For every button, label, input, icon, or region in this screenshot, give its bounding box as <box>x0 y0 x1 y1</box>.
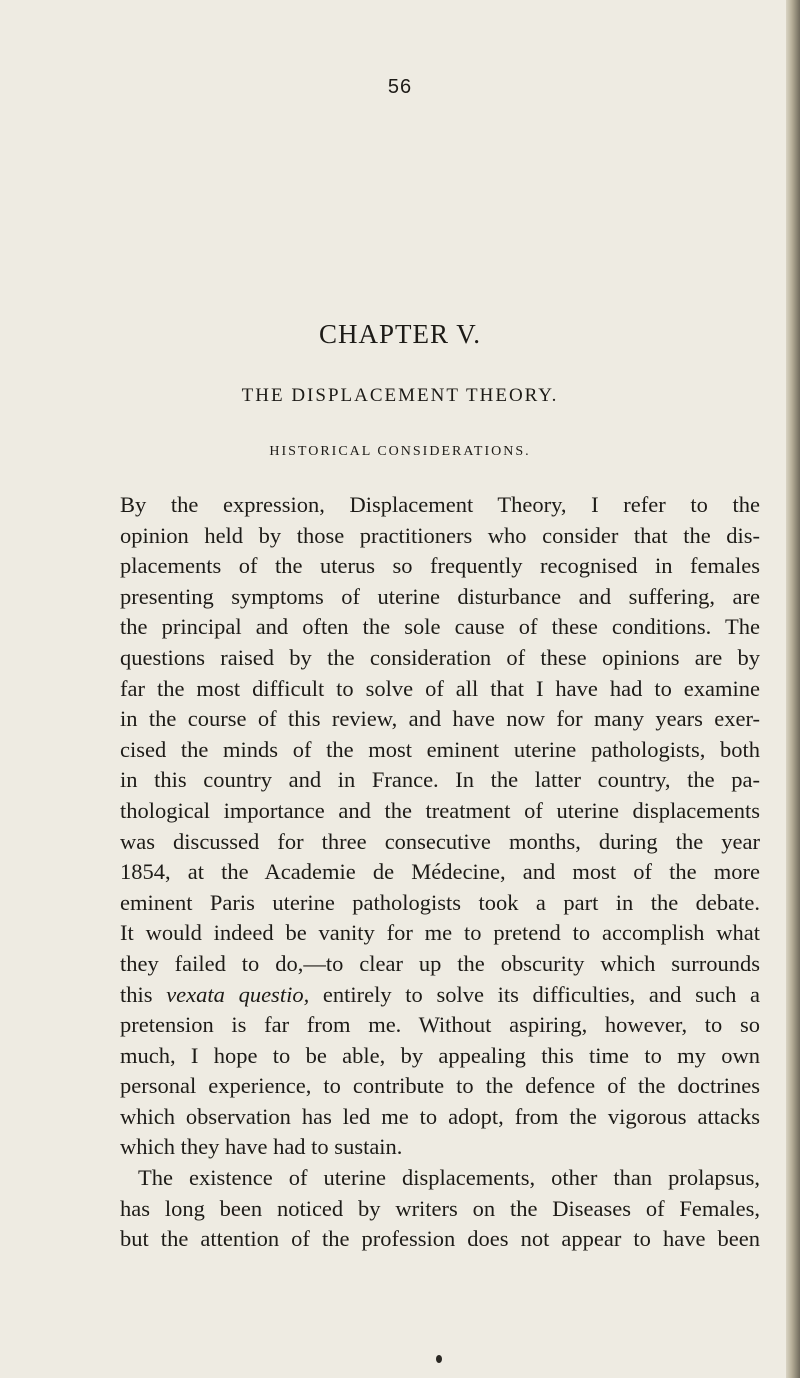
text-line: the principal and often the sole cause of these conditions. The <box>120 614 760 640</box>
text-line: much, I hope to be able, by appealing this time to my own <box>120 1042 760 1068</box>
text-line: presenting symptoms of uterine disturbance and suffering, are <box>120 583 760 609</box>
text-fragment: entirely to solve its difficulties, and such a <box>309 981 760 1007</box>
subsection-title: HISTORICAL CONSIDERATIONS. <box>269 444 531 459</box>
text-line: far the most difficult to solve of all that I have had to examine <box>120 675 760 701</box>
page-number: 56 <box>387 76 413 98</box>
text-line: in the course of this review, and have now for many years exer- <box>120 706 760 732</box>
text-line: has long been noticed by writers on the Diseases of Females, <box>120 1195 760 1221</box>
text-line: which they have had to sustain. <box>120 1134 403 1160</box>
text-line: which observation has led me to adopt, from the vigorous attacks <box>120 1103 760 1129</box>
page-edge-shadow <box>786 0 800 1378</box>
text-line: eminent Paris uterine pathologists took a part in the debate. <box>120 889 760 915</box>
text-line: By the expression, Displacement Theory, I refer to the <box>120 492 760 517</box>
text-line: opinion held by those practitioners who consider that the dis- <box>120 522 760 548</box>
text-line: placements of the uterus so frequently recognised in females <box>120 553 760 579</box>
text-line: pretension is far from me. Without aspiring, however, to so <box>120 1012 760 1038</box>
text-line: thological importance and the treatment of uterine displacements <box>120 797 760 823</box>
text-line: questions raised by the consideration of these opinions are by <box>120 644 760 670</box>
latin-phrase: vexata questio, <box>166 981 310 1007</box>
text-fragment: this <box>120 981 167 1007</box>
text-line: was discussed for three consecutive months, during the year <box>120 828 760 854</box>
body-text <box>120 490 760 1255</box>
text-line-with-italic <box>120 980 760 1011</box>
text-line: 1854, at the Academie de Médecine, and most of the more <box>120 859 760 885</box>
text-line: but the attention of the profession does not appear to have been <box>120 1226 760 1252</box>
text-line: they failed to do,—to clear up the obscurity which surrounds <box>120 950 760 976</box>
text-line: in this country and in France. In the latter country, the pa- <box>120 767 760 793</box>
text-line: personal experience, to contribute to the defence of the doctrines <box>120 1073 760 1099</box>
text-line: The existence of uterine displacements, other than prolapsus, <box>138 1165 760 1191</box>
ink-spot <box>436 1355 442 1363</box>
chapter-title: CHAPTER V. <box>318 319 482 349</box>
section-title: THE DISPLACEMENT THEORY. <box>241 385 559 406</box>
text-line: It would indeed be vanity for me to pretend to accomplish what <box>120 920 760 946</box>
text-line: cised the minds of the most eminent uterine pathologists, both <box>120 736 760 762</box>
